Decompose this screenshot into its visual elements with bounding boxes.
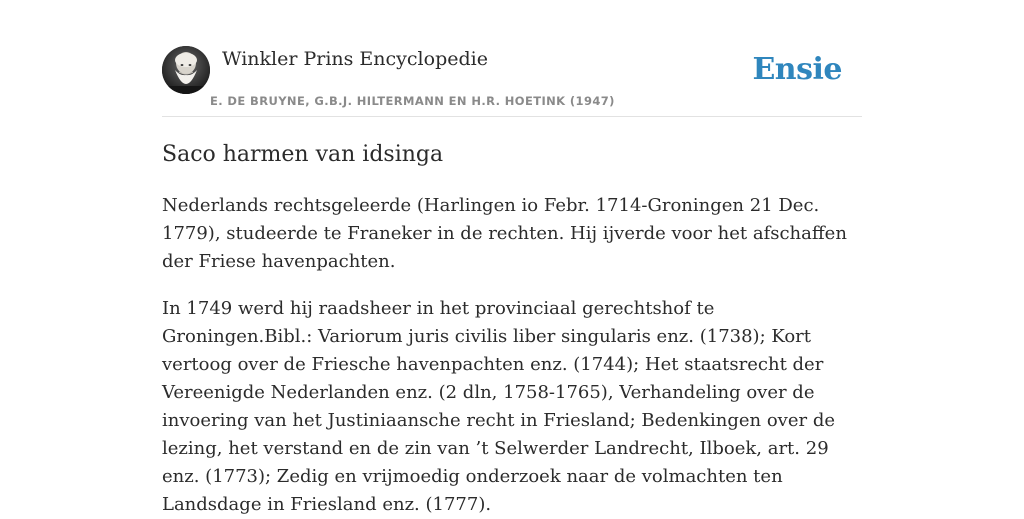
entry-paragraph-1: Nederlands rechtsgeleerde (Harlingen io Febr. 1714-Groningen 21 Dec. 1779), studeerde te Franeker in de rechten. Hij ijverde voor het afschaffen der Friese havenpachten. — [162, 195, 847, 272]
author-portrait-icon — [162, 46, 210, 94]
entry-title: Saco harmen van idsinga — [162, 142, 444, 167]
authors-byline: E. DE BRUYNE, G.B.J. HILTERMANN EN H.R. HOETINK (1947) — [210, 94, 615, 108]
author-avatar — [162, 46, 210, 94]
entry-paragraph-2: In 1749 werd hij raadsheer in het provinciaal gerechtshof te Groningen.Bibl.: Variorum juris civilis liber singularis enz. (1738); Kort vertoog over de Friesche havenpachten enz. (1744); Het staatsrecht der Vereenigde Nederlanden enz. (2 dln, 1758-1765), Verhandeling over de invoering van het Justiniaansche recht in Friesland; Bedenkingen over de lezing, het verstand en de zin van ’t Selwerder Landrecht, Ilboek, art. 29 enz. (1773); Zedig en vrijmoedig onderzoek naar de volmachten ten Landsdage in Friesland enz. (1777). — [162, 298, 835, 515]
page — [162, 0, 862, 515]
header — [162, 46, 862, 117]
brand-logo-link[interactable]: Ensie — [752, 52, 842, 87]
site-title[interactable]: Winkler Prins Encyclopedie — [222, 48, 488, 70]
